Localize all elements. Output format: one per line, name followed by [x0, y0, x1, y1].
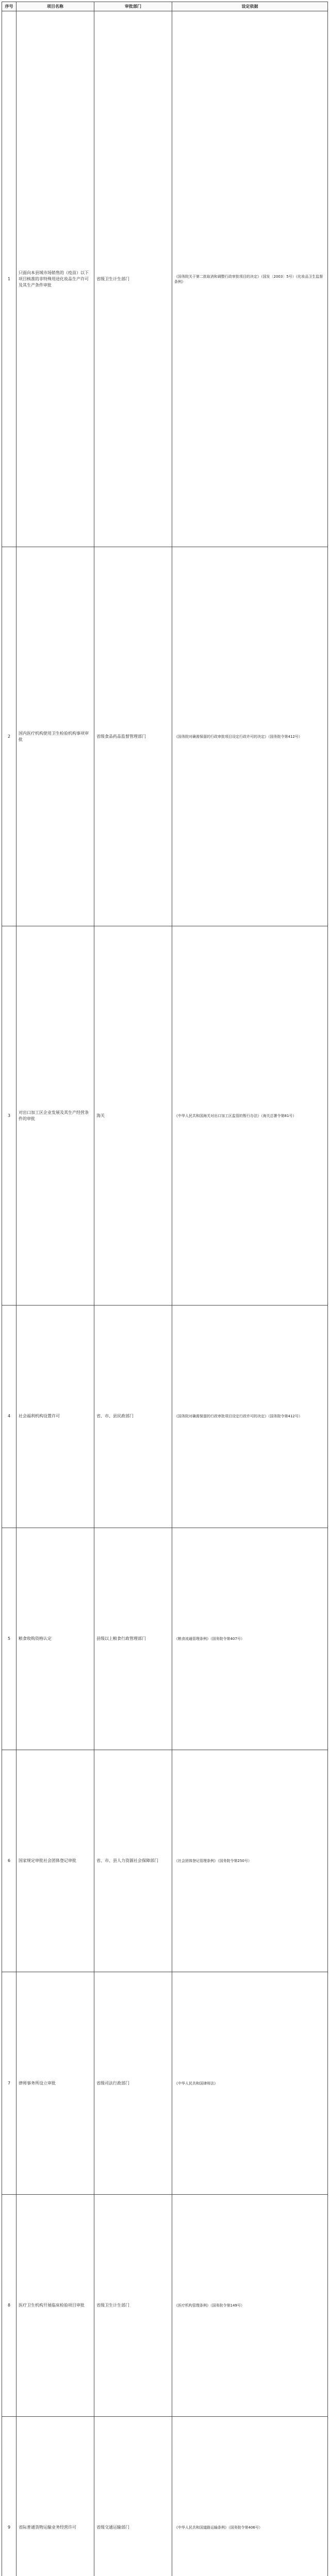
item-name-cell: 律师事务所设立审批 [17, 1972, 94, 2194]
item-name-cell: 省际普通货物运输业务经营许可 [17, 2417, 94, 2576]
row-index-cell: 4 [2, 1306, 17, 1528]
table-row [2, 1528, 328, 1750]
approval-items-table [2, 2, 328, 2576]
basis-cell: 《社会团体登记管理条例》（国务院令第250号） [172, 1750, 328, 1972]
row-index-cell: 1 [2, 11, 17, 547]
item-name-cell: 医疗卫生机构开展临床检验项目审批 [17, 2194, 94, 2416]
department-cell: 海关 [94, 926, 172, 1306]
basis-cell: 《粮食流通管理条例》（国务院令第407号） [172, 1528, 328, 1750]
column-header-index: 序号 [2, 2, 17, 11]
basis-cell: 《国务院关于第二批取消和调整行政审批项目的决定》（国发〔2003〕5号）《化妆品卫生监督条例》 [172, 11, 328, 547]
table-body [2, 11, 328, 2576]
item-name-cell: 只面向本县域市场销售的（疫苗）以下项目核准的非特殊用途化妆品生产许可及其生产条件审批 [17, 11, 94, 547]
item-name-cell: 国内医疗机构使用卫生检验机构事项审批 [17, 547, 94, 926]
department-cell: 省级食品药品监督管理部门 [94, 547, 172, 926]
table-row [2, 11, 328, 547]
table-row [2, 547, 328, 926]
table-row [2, 2194, 328, 2416]
row-index-cell: 6 [2, 1750, 17, 1972]
column-header-basis: 设定依据 [172, 2, 328, 11]
item-name-cell: 社会福利机构设置许可 [17, 1306, 94, 1528]
row-index-cell: 5 [2, 1528, 17, 1750]
item-name-cell: 对出口加工区企业发展及其生产经营条件的审批 [17, 926, 94, 1306]
row-index-cell: 9 [2, 2417, 17, 2576]
basis-cell: 《中华人民共和国律师法》 [172, 1972, 328, 2194]
table-row [2, 2417, 328, 2576]
table-header-row [2, 2, 328, 11]
item-name-cell: 粮食收购资格认定 [17, 1528, 94, 1750]
row-index-cell: 3 [2, 926, 17, 1306]
department-cell: 省级卫生计生部门 [94, 11, 172, 547]
column-header-department: 审批部门 [94, 2, 172, 11]
table-row [2, 1972, 328, 2194]
row-index-cell: 7 [2, 1972, 17, 2194]
basis-cell: 《国务院对确需保留的行政审批项目设定行政许可的决定》（国务院令第412号） [172, 547, 328, 926]
table-row [2, 926, 328, 1306]
department-cell: 省级司法行政部门 [94, 1972, 172, 2194]
basis-cell: 《中华人民共和国海关对出口加工区监管的暂行办法》（海关总署令第81号） [172, 926, 328, 1306]
department-cell: 省、市、县人力资源社会保障部门 [94, 1750, 172, 1972]
basis-cell: 《国务院对确需保留的行政审批项目设定行政许可的决定》（国务院令第412号） [172, 1306, 328, 1528]
column-header-item-name: 项目名称 [17, 2, 94, 11]
document-page [2, 2, 327, 2576]
table-row [2, 1306, 328, 1528]
department-cell: 省级卫生计生部门 [94, 2194, 172, 2416]
row-index-cell: 2 [2, 547, 17, 926]
row-index-cell: 8 [2, 2194, 17, 2416]
department-cell: 县级以上粮食行政管理部门 [94, 1528, 172, 1750]
table-row [2, 1750, 328, 1972]
item-name-cell: 国家规定审批社会团体登记审批 [17, 1750, 94, 1972]
basis-cell: 《中华人民共和国道路运输条例》（国务院令第406号） [172, 2417, 328, 2576]
basis-cell: 《医疗机构管理条例》（国务院令第149号） [172, 2194, 328, 2416]
department-cell: 省、市、县民政部门 [94, 1306, 172, 1528]
department-cell: 省级交通运输部门 [94, 2417, 172, 2576]
